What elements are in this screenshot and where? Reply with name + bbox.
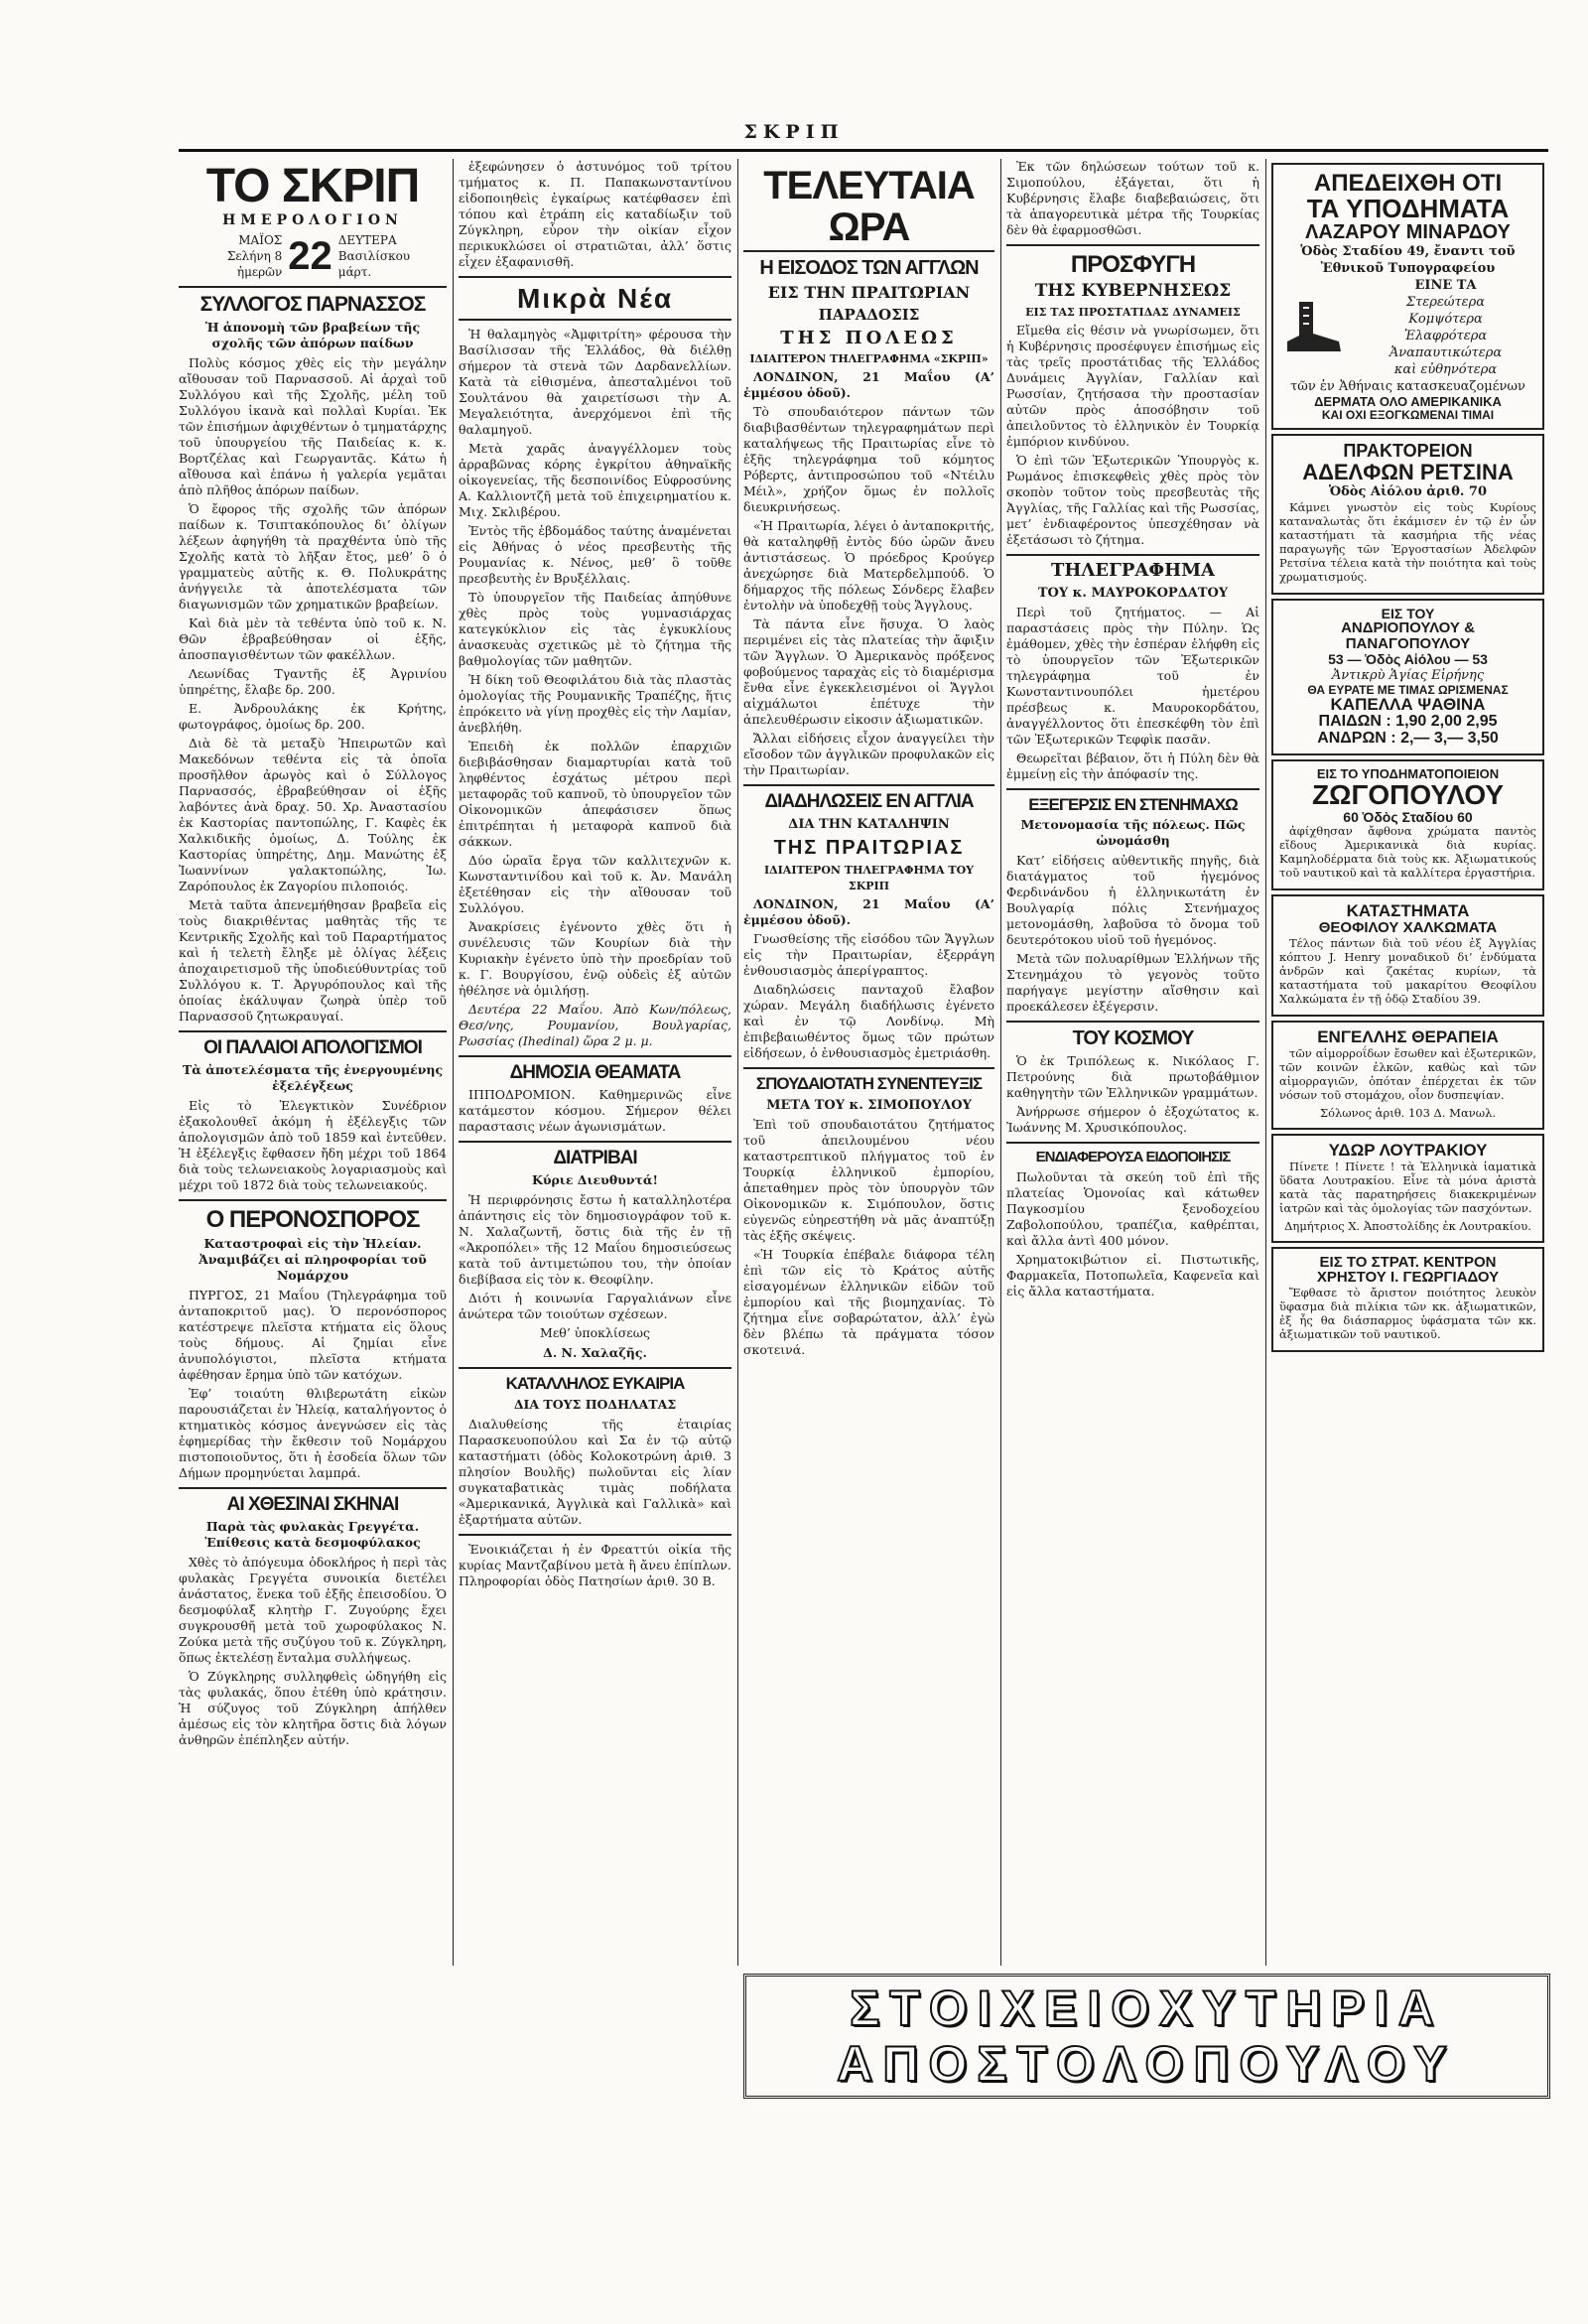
divider: [743, 1067, 994, 1069]
article-paragraph: «Ἡ Πραιτωρία, λέγει ὁ ἀνταποκριτής, θὰ καταληφθῇ ἐντὸς δύο ὡρῶν ἄνευ ἀντιστάσεως. Ὁ πρόεδρος Κρούγερ ἀνεχώρησε διὰ Ματερδελμπούδ. Ὁ δήμαρχος τῆς πόλεως Σόνδερς ἔλαβεν ἐντολὴν νὰ ὑποδεχθῇ τοὺς Ἄγγλους.: [743, 518, 994, 614]
divider: [179, 286, 447, 288]
article-paragraph: Ὁ ἔφορος τῆς σχολῆς τῶν ἀπόρων παίδων κ. Τσιπτακόπουλος δι’ ὀλίγων λέξεων ἀφηγήθη τὰ πραχθέντα ὑπὸ τῆς Σχολῆς κατὰ τὸ λῆξαν ἔτος, μεθ’ ὃ ὁ γραμματεὺς αὐτῆς κ. Θ. Πολυκράτης ἀνήγγειλε τὰ ἀποτελέσματα τῶν διαγωνισμῶν τῶν χρηματικῶν βραβείων.: [179, 501, 447, 613]
therapeia-ad-body: τῶν αἱμορροΐδων ἔσωθεν καὶ ἐξωτερικῶν, τῶν κοινῶν ἐλκῶν, καθὼς καὶ τῶν αἰμορραγιῶν, ὁπόταν ἐπέρχεται ἐκ τῶν νόσων τοῦ στομάχου, οἷον δυσπεψίαν.: [1279, 1045, 1536, 1102]
article-paragraph: Ὁ ἐπὶ τῶν Ἐξωτερικῶν Ὑπουργὸς κ. Ρωμάνος ἐπισκεφθεὶς χθὲς πρὸς τὸν σκοπὸν τοῦτον τοὺς πρεσβευτὰς τῆς Ἀγγλίας, τῆς Γαλλίας καὶ τῆς Ρωσσίας, μετ’ ἐνδιαφέροντος ὑπεσχέθησαν νὰ ἐξετάσωσι τὸ ζήτημα.: [1006, 453, 1259, 548]
retsina-ad-body: Κάμνει γνωστὸν εἰς τοὺς Κυρίους καταναλωτὰς ὅτι ἐκάμισεν ἐν τῷ ἐν ὧν καταστήματι τὰ κασμήρια τῆς νέας παραγωγῆς τῶν Ἐργοστασίων Ἀδελφῶν Ρετσίνα τέλεια κατὰ τὴν ποιότητα καὶ τοὺς χρωματισμούς.: [1279, 499, 1536, 584]
hats-ad-title: ΕΙΣ ΤΟΥ: [1381, 605, 1435, 621]
zografou-ad-address: 60 Ὁδὸς Σταδίου 60: [1343, 808, 1473, 825]
exegerseis-headline: ΕΞΕΓΕΡΣΙΣ ΕΝ ΣΤΕΝΗΜΑΧΩ: [1028, 794, 1238, 814]
column-4: [1006, 159, 1259, 1966]
divider: [179, 1199, 447, 1201]
divider: [1006, 788, 1259, 790]
section-headline: ΔΙΑΔΗΛΩΣΕΙΣ ΕΝ ΑΓΓΛΙΑ: [764, 791, 974, 813]
foundry-banner: [743, 1974, 1550, 2099]
shoe-ad-line: καὶ εὐθηνότερα: [1393, 362, 1498, 378]
hats-ad-address: 53 — Ὁδὸς Αἰόλου — 53: [1328, 650, 1488, 667]
article-paragraph: Ἐκ τῶν δηλώσεων τούτων τοῦ κ. Σιμοπούλου, ἐξάγεται, ὅτι ἡ Κυβέρνησις ἔλαβε διαβεβαιώσεις, ὅτι τὰ ἀπαγορευτικὰ μέτρα τῆς Τουρκίας δὲν θὰ ἐφαρμοσθῶσι.: [1006, 159, 1259, 237]
divider: [459, 1534, 731, 1536]
article-paragraph: Περὶ τοῦ ζητήματος. — Αἱ παραστάσεις πρὸς τὴν Πύλην. Ὡς ἐμάθομεν, χθὲς τὴν ἑσπέραν ἐλήφθη εἰς τὸ ὑπουργεῖον τῶν Ἐξωτερικῶν τηλεγράφημα τοῦ ἐν Κωνσταντινουπόλει ἡμετέρου πρέσβεως κ. Μαυροκορδάτου, ἀναγγέλλοντος ὅτι ἐπεσκέφθη τὸν ἐπὶ τῶν Ἐξωτερικῶν Τεφφὶκ πασᾶν.: [1006, 604, 1259, 747]
column-1: [179, 159, 447, 2313]
foundry-banner-line: ΑΠΟΣΤΟΛΟΠΟΥΛΟΥ: [837, 2036, 1457, 2092]
parnassos-headline: ΣΥΛΛΟΓΟΣ ΠΑΡΝΑΣΣΟΣ: [199, 293, 426, 316]
prosfygi-subtitle: ΤΗΣ ΚΥΒΕΡΝΗΣΕΩΣ: [1034, 281, 1232, 302]
shoe-ad-foot: ΚΑΙ ΟΧΙ ΕΞΟΓΚΩΜΕΝΑΙ ΤΙΜΑΙ: [1321, 408, 1495, 423]
shoe-ad-address: Ὁδὸς Σταδίου 49, ἔναντι τοῦ Ἐθνικοῦ Τυπογραφείου: [1300, 244, 1516, 277]
loutraki-ad: [1271, 1134, 1544, 1243]
eidopoiiseis-headline: ΕΝΔΙΑΦΕΡΟΥΣΑ ΕΙΔΟΠΟΙΗΣΙΣ: [1035, 1149, 1231, 1166]
shoe-ad-line: ΕΙΝΕ ΤΑ: [1414, 278, 1477, 294]
diatrivai-subtitle: Κύριε Διευθυντά!: [531, 1172, 659, 1188]
news-item: Ἐπειδὴ ἐκ πολλῶν ἐπαρχιῶν διεβιβάσθησαν διαμαρτυρίαι κατὰ τοῦ ληφθέντος ἐσχάτως μέτρου περὶ μεταφορᾶς τοῦ καπνοῦ, τὸ ὑπουργεῖον τῶν Οἰκονομικῶν ἀπεφάσισεν ὅπως ἐπιτρέπηται ἡ μεταφορὰ καπνοῦ διὰ σάκκων.: [459, 739, 731, 850]
divider: [743, 784, 994, 786]
column-rule: [737, 159, 738, 1966]
hats-ad-price: ΠΑΙΔΩΝ : 1,90 2,00 2,95: [1318, 713, 1498, 731]
section-subtitle: ΤΗΣ ΠΡΑΙΤΩΡΙΑΣ: [773, 837, 965, 860]
boot-icon: [1279, 298, 1349, 357]
divider: [179, 1487, 447, 1489]
masthead-date: [179, 232, 447, 280]
peronosporos-subtitle: Καταστροφαὶ εἰς τὴν Ἠλείαν. Ἀναμιβάζει αἱ πληροφορίαι τοῦ Νομάρχου: [198, 1236, 427, 1284]
mikra-nea-headline: Μικρὰ Νέα: [516, 283, 674, 314]
headline-sub: ΤΗΣ ΠΟΛΕΩΣ: [780, 327, 958, 348]
article-paragraph: Τὸ σπουδαιότερον πάντων τῶν διαβιβασθέντων τηλεγραφημάτων περὶ καταλήψεως τῆς Πραιτωρίας εἶνε τὸ ἑξῆς τηλεγράφημα τοῦ κόμητος Ρόβερτς, ἀντιπροσώπου τοῦ «Ντέιλυ Μέιλ», χρήζον ὅμως ἐν πολλοῖς διευκρινήσεως.: [743, 404, 994, 515]
article-paragraph: Χρηματοκιβώτιον εἰ. Πιστωτικῆς, Φαρμακεῖα, Ποτοπωλεῖα, Καφενεῖα καὶ εἰς ἄλλα καταστήματα.: [1006, 1252, 1259, 1299]
exegerseis-subtitle: Μετονομασία τῆς πόλεως. Πῶς ὠνομάσθη: [1020, 817, 1246, 849]
therapeia-ad: [1271, 1021, 1544, 1130]
article-paragraph: Εἰς τὸ Ἑλεγκτικὸν Συνέδριον ἐξακολουθεῖ ἀκόμη ἡ ἐξέλεγξις τῶν ἀπολογισμῶν ἀπὸ τοῦ 1859 καὶ ἐντεῦθεν. Ἡ ἐξέλεγξις ἔφθασεν ἤδη μέχρι τοῦ 1864 διὰ τοὺς τελωνειακοὺς λογαριασμοὺς καὶ μέχρι τοῦ 1872 διὰ τοὺς τελωνειακούς.: [179, 1097, 447, 1192]
column-2: [459, 159, 731, 2313]
hats-ad: [1271, 599, 1544, 755]
divider: [179, 1030, 447, 1032]
halkomata-ad-name: ΘΕΟΦΙΛΟΥ ΧΑΛΚΩΜΑΤΑ: [1318, 919, 1498, 937]
retsina-ad-address: Ὁδὸς Αἰόλου ἀριθ. 70: [1328, 483, 1488, 499]
article-paragraph: Μετὰ τῶν πολυαρίθμων Ἑλλήνων τῆς Στενημάχου τὸ γεγονὸς τοῦτο παρήγαγε μεγίστην αἴσθησιν καὶ προεκάλεσεν ἐξέγερσιν.: [1006, 951, 1259, 1015]
skenai-headline: ΑΙ ΧΘΕΣΙΝΑΙ ΣΚΗΝΑΙ: [226, 1494, 399, 1516]
article-paragraph: Διαδηλώσεις πανταχοῦ ἔλαβον χώραν. Μεγάλη διαδήλωσις ἐγένετο καὶ ἐν τῷ Λονδίνῳ. Μὴ ἐπιβεβαιωθέντος ὅμως τῶν πρώτων εἰδήσεων, ὁ ἐνθουσιασμὸς ἐμετριάσθη.: [743, 982, 994, 1061]
column-rule: [453, 159, 454, 1966]
diatrivai-signoff: Μεθ’ ὑποκλίσεως: [540, 1325, 650, 1341]
article-paragraph: Διὰ δὲ τὰ μεταξὺ Ἠπειρωτῶν καὶ Μακεδόνων τεθέντα εἰς τὰ ὁποῖα προσῆλθον ἀρωγὸς καὶ ὁ Σύλλογος Παρνασσός, ἐβραβεύθησαν οἱ ἑξῆς λαβόντες ἀνὰ δραχ. 50. Χρ. Ἀναστασίου ἐκ Καστορίας παντοπώλης, Γ. Καφὲς ἐκ Χαλκιδικῆς ὁμοίως, Δ. Τούλης ἐκ Καστορίας ὑπηρέτης, Δημ. Μανώτης ἐξ Ἰωαννίνων γαλακτοπώλης, Ἰω. Ζαρόπουλος ἐκ Ζαγορίου πιλοποιός.: [179, 736, 447, 894]
article-paragraph: Ἐνοικιάζεται ἡ ἐν Φρεαττύι οἰκία τῆς κυρίας Μαντζαβίνου μετὰ ἢ ἄνευ ἐπίπλων. Πληροφορίαι ὁδὸς Πατησίων ἀριθ. 30 Β.: [459, 1542, 731, 1589]
article-paragraph: ΠΥΡΓΟΣ, 21 Μαΐου (Τηλεγράφημα τοῦ ἀνταποκριτοῦ μας). Ὁ περονόσπορος κατέστρεψε πλεῖστα κτήματα εἰς ὅλους τοὺς δήμους. Αἱ ζημίαι εἶνε ἀνυπολόγιστοι, πλεῖστα κτήματα ἀφέθησαν ἔρημα ὑπὸ τῶν κατόχων.: [179, 1288, 447, 1383]
loutraki-ad-sign: Δημήτριος Χ. Ἀποστολίδης ἐκ Λουτρακίου.: [1284, 1218, 1531, 1233]
article-paragraph: Ὁ ἐκ Τριπόλεως κ. Νικόλαος Γ. Πετρούνης διὰ πρωτοβάθμιον καθηγητὴν τῶν Ἑλληνικῶν γραμμάτων.: [1006, 1053, 1259, 1101]
column-5-ads: [1271, 159, 1544, 1966]
dateline: ΛΟΝΔΙΝΟΝ, 21 Μαΐου (Α’ ἐμμέσου ὁδοῦ).: [743, 896, 994, 928]
news-item: Ἡ δίκη τοῦ Θεοφιλάτου διὰ τὰς πλαστὰς ὁμολογίας τῆς Ρουμανικῆς Τραπέζης, ἥτις ἐπρόκειτο νὰ γίνῃ προχθὲς εἰς τὴν Λαμίαν, ἀνεβλήθη.: [459, 672, 731, 736]
column-3: [743, 159, 994, 1966]
eukairia-headline: ΚΑΤΑΛΛΗΛΟΣ ΕΥΚΑΙΡΙΑ: [505, 1374, 685, 1394]
article-paragraph: Ἄλλαι εἰδήσεις εἶχον ἀναγγείλει τὴν εἴσοδον τῶν ἀγγλικῶν προφυλακῶν εἰς τὴν Πραιτωρίαν.: [743, 731, 994, 778]
prosfygi-subtitle-small: ΕΙΣ ΤΑΣ ΠΡΟΣΤΑΤΙΔΑΣ ΔΥΝΑΜΕΙΣ: [1025, 306, 1241, 320]
top-rule: [179, 149, 1548, 152]
article-paragraph: Γνωσθείσης τῆς εἰσόδου τῶν Ἄγγλων εἰς τὴν Πραιτωρίαν, ἐξερράγη ἐνθουσιασμὸς ἀπερίγραπτος.: [743, 931, 994, 979]
halkomata-ad: [1271, 894, 1544, 1017]
kentron-ad-title: ΕΙΣ ΤΟ ΣΤΡΑΤ. ΚΕΝΤΡΟΝ: [1319, 1253, 1497, 1271]
article-paragraph: Ἀνήρρωσε σήμερον ὁ ἐξοχώτατος κ. Ἰωάννης Μ. Χρυσικόπουλος.: [1006, 1104, 1259, 1136]
divider: [1006, 1021, 1259, 1023]
shoe-ad-foot: ΔΕΡΜΑΤΑ ΟΛΟ ΑΜΕΡΙΚΑΝΙΚΑ: [1314, 394, 1502, 410]
news-item: Ἡ θαλαμηγὸς «Ἀμφιτρίτη» φέρουσα τὴν Βασίλισσαν τῆς Ἑλλάδος, θὰ διέλθῃ σήμερον τὰ στενὰ τῶν Δαρδανελλίων. Κατὰ τὰ εἰθισμένα, ἀπεσταλμένοι τοῦ Σουλτάνου θὰ χαιρετίσωσι τὴν Α. Μεγαλειότητα, ἀνερχόμενοι ἐπὶ τῆς θαλαμηγοῦ.: [459, 327, 731, 438]
prosfygi-headline: ΠΡΟΣΦΥΓΗ: [1070, 251, 1196, 278]
kentron-ad: [1271, 1247, 1544, 1353]
masthead-month: ΜΑΪΟΣ: [238, 233, 283, 247]
article-paragraph: Θεωρεῖται βέβαιον, ὅτι ἡ Πύλη δὲν θὰ ἐμμείνῃ εἰς τὴν ἀπόφασίν της.: [1006, 750, 1259, 781]
shoe-ad-name: ΛΑΖΑΡΟΥ ΜΙΝΑΡΔΟΥ: [1305, 221, 1511, 244]
article-paragraph: ἐξεφώνησεν ὁ ἀστυνόμος τοῦ τρίτου τμήματος κ. Π. Παπακωνσταντίνου εἰδοποιηθεὶς ἐγκαίρως κατέφθασεν ἐπὶ τόπου καὶ ἐτράπη εἰς καταδίωξιν τοῦ Ζύγκληρη, εὗρον τὴν οἰκίαν εἶχον περικυκλώσει οἱ στρατιῶται, ἀλλ’ ὅστις εἶχεν ἐξαφανισθῆ.: [459, 159, 731, 269]
shoe-ad-line: Ἀναπαυτικώτερα: [1389, 345, 1503, 361]
dateline: ΛΟΝΔΙΝΟΝ, 21 Μαΐου (Α’ ἐμμέσου ὁδοῦ).: [743, 369, 994, 401]
eukairia-subtitle: ΔΙΑ ΤΟΥΣ ΠΟΔΗΛΑΤΑΣ: [513, 1397, 677, 1413]
running-title: ΣΚΡΙΠ: [743, 121, 845, 143]
article-paragraph: Τὰ πάντα εἶνε ἥσυχα. Ὁ λαὸς περιμένει εἰς τὰς πλατείας τὴν ἄφιξιν τῶν Ἄγγλων. Ὁ Ἀμερικανὸς πρόξενος φοβούμενος ταραχὰς εἰς τὸ διαμέρισμα ἔνθα εἶνε ἐγκεκλεισμένοι οἱ Ἄγγλοι αἰχμάλωτοι ἐπέτυχε τὴν ἀπελευθέρωσιν εἰκοσιν ἀξιωματικῶν.: [743, 616, 994, 728]
parnassos-subtitle: Ἡ ἀπονομὴ τῶν βραβείων τῆς σχολῆς τῶν ἀπόρων παίδων: [204, 320, 421, 351]
hats-ad-line: ΘΑ ΕΥΡΑΤΕ ΜΕ ΤΙΜΑΣ ΩΡΙΣΜΕΝΑΣ: [1307, 682, 1509, 697]
article-paragraph: «Ἡ Τουρκία ἐπέβαλε διάφορα τέλη ἐπὶ τῶν εἰς τὸ Κράτος αὐτῆς εἰσαγομένων ἑλληνικῶν εἰδῶν τοῦ ἐμπορίου καὶ τῆς βιομηχανίας. Τὸ ζήτημα εἶνε σοβαρώτατον, ἀλλ’ ἐγὼ δὲν βλέπω τὰ πράγματα τόσον σκοτεινά.: [743, 1246, 994, 1357]
retsina-ad-name: ΑΔΕΛΦΩΝ ΡΕΤΣΙΝΑ: [1302, 459, 1514, 484]
column-rule: [1265, 159, 1266, 1966]
divider: [1006, 244, 1259, 246]
masthead-weekday: ΔΕΥΤΕΡΑ: [337, 233, 397, 247]
shoe-ad-line: Στερεώτερα: [1405, 295, 1486, 311]
masthead-subtitle: ΗΜΕΡΟΛΟΓΙΟΝ: [222, 212, 403, 228]
shoe-ad-line: Ἐλαφρότερα: [1403, 329, 1488, 344]
masthead-title: ΤΟ ΣΚΡΙΠ: [205, 160, 420, 212]
apologismoi-subtitle: Τὰ ἀποτελέσματα τῆς ἐνεργουμένης ἐξελέγξεως: [182, 1061, 444, 1093]
divider: [459, 1055, 731, 1057]
theamata-headline: ΔΗΜΟΣΙΑ ΘΕΑΜΑΤΑ: [509, 1062, 681, 1084]
hats-ad-line: ΚΑΠΕΛΛΑ ΨΑΘΙΝΑ: [1330, 695, 1486, 715]
article-paragraph: ΙΠΠΟΔΡΟΜΙΟΝ. Καθημερινῶς εἶνε κατάμεστον κόσμου. Σήμερον θέλει παραστασις νέων ἀγωνισμάτων.: [459, 1087, 731, 1135]
article-paragraph: Κατ’ εἰδήσεις αὐθεντικῆς πηγῆς, διὰ διατάγματος τοῦ ἡγεμόνος Φερδινάνδου ἡ ἑλληνικωτάτη ἐν Βουλγαρίᾳ πόλις Στενήμαχος μετονομάσθη, λαβοῦσα τὸ ὄνομα τοῦ δευτερότοκου υἱοῦ τοῦ ἡγεμόνος.: [1006, 853, 1259, 948]
shoe-ad: [1271, 163, 1544, 430]
article-paragraph: Διαλυθείσης τῆς ἑταιρίας Παρασκευοπούλου καὶ Σα ἐν τῷ αὐτῷ καταστήματι (ὁδὸς Κολοκοτρώνη ἀριθ. 3 πλησίον Βουλῆς) πωλοῦνται εἰς λίαν συγκαταβατικὰς τιμὰς ποδήλατα «Ἀμερικανικά, Ἀγγλικὰ καὶ Γαλλικὰ» καὶ ἐξαρτήματα αὐτῶν.: [459, 1417, 731, 1528]
retsina-ad-title: ΠΡΑΚΤΟΡΕΙΟΝ: [1343, 440, 1473, 461]
section-subtitle: ΜΕΤΑ ΤΟΥ κ. ΣΙΜΟΠΟΥΛΟΥ: [766, 1097, 972, 1113]
news-item: Δύο ὡραῖα ἔργα τῶν καλλιτεχνῶν κ. Κωνσταντινίδου καὶ τοῦ κ. Ἀν. Μανάλη ἐξετέθησαν εἰς τὴν αἴθουσαν τοῦ Συλλόγου.: [459, 853, 731, 916]
article-paragraph: Ἡ περιφρόνησις ἔστω ἡ καταλληλοτέρα ἀπάντησις εἰς τὸν δημοσιογράφον τοῦ κ. Ν. Χαλαζωντῆ, ὅστις διὰ τῆς ἐν τῇ «Ἀκροπόλει» τῆς 12 Μαΐου δημοσιεύσεως κατὰ τοῦ ἀντιμετώπου του, τὴν ὁποίαν διεβίβασα εἰς τὸν κ. Θεοφίλην.: [459, 1192, 731, 1288]
article-paragraph: Ἐφ’ τοιαύτη θλιβερωτάτη εἰκὼν παρουσιάζεται ἐν Ἠλείᾳ, καταλήγοντος ὁ κτηματικὸς κόσμος ἀνεγνώσεν εἰς τὰς ἐφημερίδας τὴν ἔκθεσιν τοῦ Νομάρχου πιστοποιοῦντος, ὅτι ἡ ἐσοδεία ὅλων τῶν Δήμων προμηνύεται λαμπρά.: [179, 1386, 447, 1481]
diatrivai-headline: ΔΙΑΤΡΙΒΑΙ: [553, 1148, 637, 1169]
divider: [1006, 554, 1259, 556]
article-paragraph: Καὶ διὰ μὲν τὰ τεθέντα ὑπὸ τοῦ κ. Ν. Θῶν ἐβραβεύθησαν οἱ ἑξῆς, ἀποσπαγισθέντων τῶν φακέλλων.: [179, 615, 447, 663]
article-paragraph: Μετὰ ταῦτα ἀπενεμήθησαν βραβεῖα εἰς τοὺς διακριθέντας μαθητὰς τῆς τε Κεντρικῆς Σχολῆς καὶ τοῦ Παραρτήματος καὶ ἡ τελετὴ ἔληξε μὲ ὀλίγας λέξεις ἀποχαιρετισμοῦ τῆς ὑποδιεύθυντρίας τοῦ Συλλόγου κ. Τ. Ἀργυρόπουλος καὶ τῆς ὁποίας ἐκάλυψαν ζωηρὰ ὑπὲρ τοῦ Παρνασσοῦ ζητωκραυγαί.: [179, 897, 447, 1025]
news-item: Ἀνακρίσεις ἐγένοντο χθὲς ὅτι ἡ συνέλευσις τῶν Κουρίων διὰ τὴν Κυριακὴν ἐγένετο ὑπὸ τὴν προεδρίαν τοῦ κ. Γ. Βουργίσου, ἐνῷ οὐδεὶς ἐξ αὐτῶν ἠθέλησε νὰ ὁμιλήσῃ.: [459, 919, 731, 999]
zografou-ad-body: ἀφίχθησαν ἄφθονα χρώματα παντὸς εἴδους Ἀμερικανικὰ διὰ κυρίας. Καμηλοδέρματα διὰ τοὺς κκ. Ἀξιωματικούς τοῦ ναυτικοῦ καὶ τὰ καλλίτερα ἐργαστήρια.: [1279, 824, 1536, 881]
halkomata-ad-title: ΚΑΤΑΣΤΗΜΑΤΑ: [1346, 901, 1470, 921]
hats-ad-name: ΑΝΔΡΙΟΠΟΥΛΟΥ & ΠΑΝΑΓΟΠΟΥΛΟΥ: [1341, 619, 1475, 653]
kentron-ad-body: Ἔφθασε τὸ ἄριστον ποιότητος λευκὸν ὕφασμα διὰ πιλίκια τῶν κκ. ἀξιωματικῶν, ἐξ ἧς θα διάσπαρμος ὑφάσματα τῶν κκ. ἀξιωματικῶν τοῦ ναυτικοῦ.: [1279, 1286, 1536, 1342]
masthead-saint: Βασιλίσκου μάρτ.: [337, 249, 411, 279]
hats-ad-line: Ἀντικρὺ Ἁγίας Εἰρήνης: [1331, 667, 1485, 683]
loutraki-ad-title: ΥΔΩΡ ΛΟΥΤΡΑΚΙΟΥ: [1328, 1140, 1488, 1160]
main-headline: ΤΕΛΕΥΤΑΙΑ ΩΡΑ: [743, 165, 994, 252]
divider: [459, 1367, 731, 1369]
shoe-ad-foot: τῶν ἐν Ἀθήναις κατασκευαζομένων: [1290, 379, 1525, 395]
shoe-ad-subtitle: ΤΑ ΥΠΟΔΗΜΑΤΑ: [1306, 194, 1510, 224]
article-paragraph: Ἐπὶ τοῦ σπουδαιοτάτου ζητήματος τοῦ ἀπειλουμένου νέου καταστρεπτικοῦ πλήγματος τοῦ ἐν Τουρκίᾳ ἑλληνικοῦ ἐμπορίου, ἀπεταθημεν πρὸς τὸν ὑπουργὸν τῶν Οἰκονομικῶν κ. Σιμόπουλον, ὅστις εὐγενῶς εὐηρεστήθη νὰ μᾶς ἀναπτύξῃ τὰς ἑξῆς σκέψεις.: [743, 1116, 994, 1243]
therapeia-ad-sign: Σόλωνος ἀριθ. 103 Δ. Μανωλ.: [1319, 1105, 1497, 1120]
hats-ad-price: ΑΝΔΡΩΝ : 2,— 3,— 3,50: [1317, 729, 1499, 747]
apologismoi-headline: ΟΙ ΠΑΛΑΙΟΙ ΑΠΟΛΟΓΙΣΜΟΙ: [203, 1037, 422, 1059]
masthead-day-number: 22: [288, 234, 332, 278]
foundry-banner-line: ΣΤΟΙΧΕΙΟΧΥΤΗΡΙΑ: [850, 1981, 1444, 2036]
divider: [459, 276, 731, 278]
retsina-ad: [1271, 434, 1544, 595]
article-paragraph: Λεωνίδας Τγαντῆς ἐξ Ἀγρινίου ὑπηρέτης, ἔλαβε δρ. 200.: [179, 666, 447, 698]
shoe-ad-line: Κομψότερα: [1408, 312, 1483, 328]
divider: [459, 319, 731, 321]
news-item: Τὸ ὑπουργεῖον τῆς Παιδείας ἀπηύθυνε χθὲς πρὸς τοὺς γυμνασιάρχας κατεγκύκλιον εἰς τὰς ἐγκυκλίους ἀνασκευὰς σχετικῶς μὲ τὸ ζήτημα τῆς βαθμολογίας τῶν μαθητῶν.: [459, 590, 731, 669]
section-subtitle: ΔΙΑ ΤΗΝ ΚΑΤΑΛΗΨΙΝ: [788, 817, 950, 833]
article-paragraph: Εἴμεθα εἰς θέσιν νὰ γνωρίσωμεν, ὅτι ἡ Κυβέρνησις προσέφυγεν ἐπισήμως εἰς τὰς τρεῖς προστάτιδας τῆς Ἑλλάδος Δυνάμεις Ἀγγλίαν, Γαλλίαν καὶ Ρωσσίαν, ζητήσασα τὴν προστασίαν αὐτῶν πρὸς ἀποσόβησιν τοῦ ἀπειλοῦντος τὸ ἑλληνικὸν ἐν Τουρκίᾳ ἐμπόριον κινδύνου.: [1006, 323, 1259, 450]
telegram-label: ΙΔΙΑΙΤΕΡΟΝ ΤΗΛΕΓΡΑΦΗΜΑ ΤΟΥ ΣΚΡΙΠ: [763, 864, 975, 893]
diatrivai-signature: Δ. Ν. Χαλαζῆς.: [543, 1345, 647, 1361]
mavro-subtitle: ΤΟΥ κ. ΜΑΥΡΟΚΟΡΔΑΤΟΥ: [1037, 585, 1229, 601]
peronosporos-headline: Ο ΠΕΡΟΝΟΣΠΟΡΟΣ: [205, 1205, 420, 1233]
skenai-subtitle: Παρὰ τὰς φυλακὰς Γρεγγέτα. Ἐπίθεσις κατὰ δεσμοφύλακος: [204, 1519, 421, 1551]
article-paragraph: Ὁ Ζύγκληρης συλληφθεὶς ὡδηγήθη εἰς τὰς φυλακάς, ὅπου ἐτέθη ὑπὸ κράτησιν. Ἡ σύζυγος τοῦ Ζύγκληρη ἀπήλθεν ἀμέσως εἰς τὸν κλητῆρα ὅστις διὰ λόγων ἀνθηρῶν ἐπέπληξεν αὐτήν.: [179, 1669, 447, 1748]
loutraki-ad-body: Πίνετε ! Πίνετε ! τὰ Ἑλληνικὰ ἰαματικὰ ὕδατα Λουτρακίου. Εἶνε τὰ μόνα ἀριστὰ κατὰ τὰς παρατηρήσεις διακεκριμένων ἰατρῶν καὶ τὰς ὁμολογίας τῶν πασχόντων.: [1279, 1159, 1536, 1215]
therapeia-ad-title: ΕΝΓΕΛΛΗΣ ΘΕΡΑΠΕΙΑ: [1317, 1026, 1499, 1046]
mavro-headline: ΤΗΛΕΓΡΑΦΗΜΑ: [1051, 560, 1215, 582]
kosmou-headline: ΤΟΥ ΚΟΣΜΟΥ: [1072, 1027, 1194, 1050]
kentron-ad-name: ΧΡΗΣΤΟΥ Ι. ΓΕΩΡΓΙΑΔΟΥ: [1316, 1269, 1500, 1287]
headline-sub: ΕΙΣ ΤΗΝ ΠΡΑΙΤΩΡΙΑΝ: [767, 283, 971, 302]
article-paragraph: Διότι ἡ κοινωνία Γαργαλιάνων εἶνε ἀνώτερα τῶν τοιούτων σχέσεων.: [459, 1291, 731, 1322]
zografou-ad: [1271, 759, 1544, 891]
divider: [459, 1141, 731, 1143]
section-headline: ΣΠΟΥΔΑΙΟΤΑΤΗ ΣΥΝΕΝΤΕΥΞΙΣ: [755, 1074, 983, 1094]
zografou-ad-title: ΕΙΣ ΤΟ ΥΠΟΔΗΜΑΤΟΠΟΙΕΙΟΝ: [1316, 765, 1500, 781]
masthead-moon: Σελήνη 8 ἡμερῶν: [226, 249, 283, 279]
news-item: Ἐντὸς τῆς ἑβδομάδος ταύτης ἀναμένεται εἰς Ἀθήνας ὁ νέος πρεσβευτὴς τῆς Ρουμανίας κ. Νένος, μεθ’ ὃ τοῦθε πρεσβευτὴς ἐν Βρυξέλλαις.: [459, 523, 731, 587]
article-paragraph: Πωλοῦνται τὰ σκεύη τοῦ ἐπὶ τῆς πλατείας Ὁμονοίας καὶ κάτωθεν Παγκοσμίου ξενοδοχείου Ζαβολοπούλου, τραπέζια, καθρέπται, καὶ ἄλλα ἀντὶ 400 μόνον.: [1006, 1169, 1259, 1249]
article-paragraph: Χθὲς τὸ ἀπόγευμα ὀδοκλήρος ἡ περὶ τὰς φυλακὰς Γρεγγέτα συνοικία διετέλει ἀνάστατος, ἕνεκα τοῦ ἑξῆς ἐπεισοδίου. Ὁ δεσμοφύλαξ κλητὴρ Γ. Ζυγούρης ἔχει συγκρουσθῆ μετὰ τοῦ χωροφύλακος Ν. Ζούκα μετὰ τῆς συζύγου τοῦ κ. Ζύγκληρη, ὅπως ἐκτελέσῃ ἔνταλμα συλλήψεως.: [179, 1555, 447, 1666]
mail-notice: Δευτέρα 22 Μαΐου. Ἀπὸ Κων/πόλεως, Θεσ/νης, Ρουμανίου, Βουλγαρίας, Ρωσσίας (Ihedinal) ὥρα 2 μ. μ.: [459, 1002, 731, 1049]
article-paragraph: Πολὺς κόσμος χθὲς εἰς τὴν μεγάλην αἴθουσαν τοῦ Παρνασσοῦ. Αἱ ἀρχαὶ τοῦ Συλλόγου καὶ τῆς Σχολῆς, μέλη τοῦ Συλλόγου ἱκανὰ καὶ πολλαὶ Κυρίαι. Ἐκ τῶν ἐπισήμων ἀφιχθέντων ὁ τμηματάρχης τοῦ ὑπουργείου τῆς Παιδείας κ. κ. Βορτζέλας καὶ Γεωργαντᾶς. Κάτω ἡ αἴθουσα καὶ ἐπάνω ἡ γαλερία γεμᾶται ἀπὸ πλῆθος ἀπόρων παίδων.: [179, 355, 447, 498]
headline-sub: Η ΕΙΣΟΔΟΣ ΤΩΝ ΑΓΓΛΩΝ: [759, 257, 979, 279]
halkomata-ad-body: Τέλος πάντων διὰ τοῦ νέου ἐξ Ἀγγλίας κόπτου J. Henry μοναδικοῦ δι’ ἐνδύματα ἀνδρῶν καὶ ζακέτας κυρίων, τὰ καταστήματα τοῦ μακαρίτου Θεοφίλου Χαλκώματα ἐν τῇ ὁδῷ Σταδίου 39.: [1279, 935, 1536, 1006]
divider: [1006, 1142, 1259, 1144]
headline-sub: ΠΑΡΑΔΟΣΙΣ: [818, 305, 920, 324]
article-paragraph: Ε. Ἀνδρουλάκης ἐκ Κρήτης, φωτογράφος, ὁμοίως δρ. 200.: [179, 701, 447, 733]
column-rule: [1000, 159, 1001, 1966]
zografou-ad-name: ΖΩΓΟΠΟΥΛΟΥ: [1311, 779, 1505, 811]
news-item: Μετὰ χαρᾶς ἀναγγέλλομεν τοὺς ἀρραβῶνας κόρης ἐγκρίτου ἀθηναϊκῆς οἰκογενείας, τῆς δεσποινίδος Εὐφροσύνης Α. Καλλιοντζῆ μετὰ τοῦ ἐπιχειρηματίου κ. Μιχ. Σκλιβέρου.: [459, 441, 731, 520]
shoe-ad-title: ΑΠΕΔΕΙΧΘΗ ΟΤΙ: [1313, 170, 1503, 197]
telegram-label: ΙΔΙΑΙΤΕΡΟΝ ΤΗΛΕΓΡΑΦΗΜΑ «ΣΚΡΙΠ»: [749, 352, 989, 366]
